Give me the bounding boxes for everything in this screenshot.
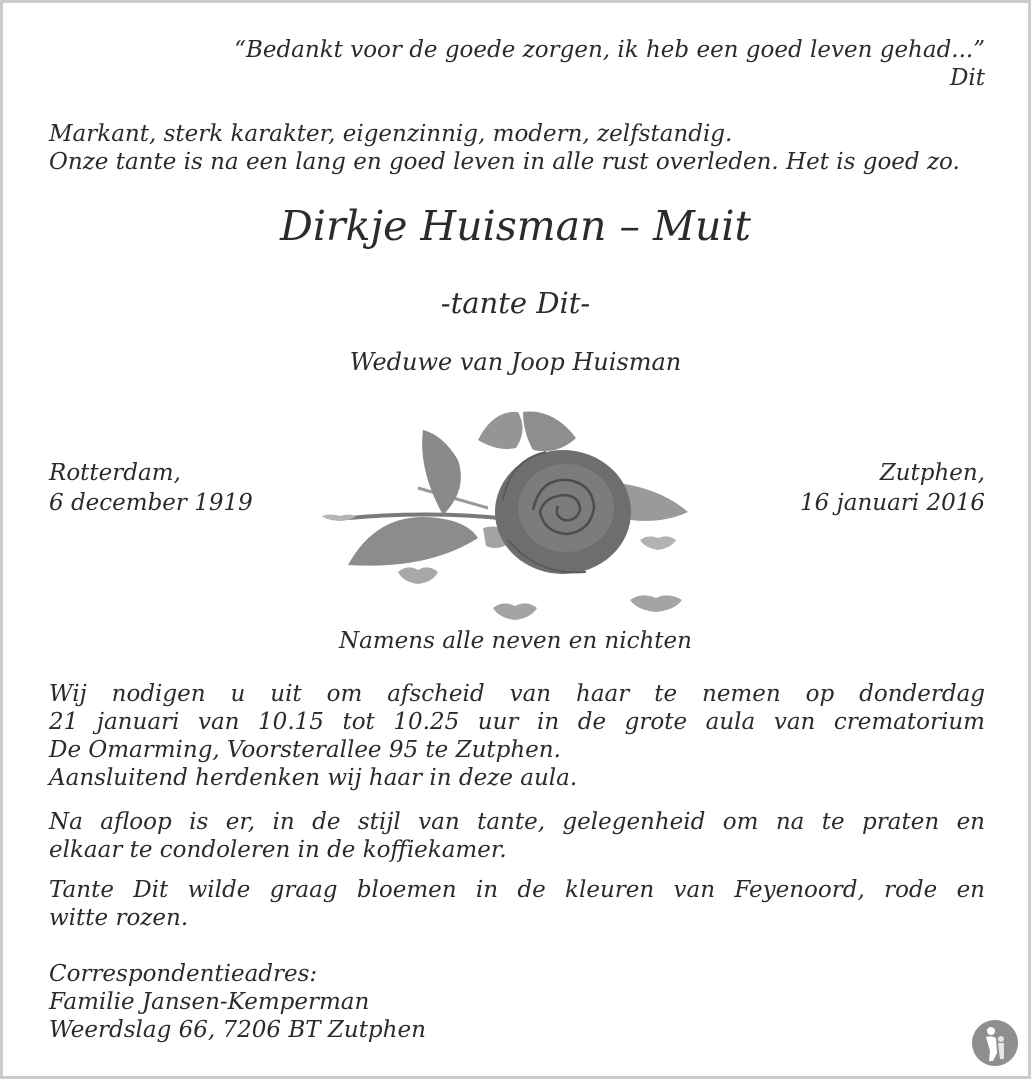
quote-author: Dit <box>949 65 985 91</box>
correspondence-label: Correspondentieadres: <box>49 961 318 987</box>
afterwards-line-1: Na afloop is er, in de stijl van tante, gelegenheid om na te praten en <box>49 809 985 835</box>
opening-quote <box>234 36 985 92</box>
flowers-line-2: witte rozen. <box>49 905 189 931</box>
intro-line-2: Onze tante is na een lang en goed leven in alle rust overleden. Het is goed zo. <box>49 149 960 175</box>
correspondence-name: Familie Jansen-Kemperman <box>49 989 370 1015</box>
intro-text <box>49 120 960 176</box>
birth-place: Rotterdam, <box>49 460 181 486</box>
birth-date: 6 december 1919 <box>49 490 253 516</box>
birth-info <box>49 458 253 518</box>
ceremony-line-4: Aansluitend herdenken wij haar in deze aula. <box>49 765 578 791</box>
quote-text: “Bedankt voor de goede zorgen, ik heb een goed leven gehad...” <box>234 37 985 63</box>
flowers-line-1: Tante Dit wilde graag bloemen in de kleuren van Feyenoord, rode en <box>49 877 985 903</box>
flowers-paragraph <box>49 876 985 932</box>
ceremony-line-2: 21 januari van 10.15 tot 10.25 uur in de grote aula van crematorium <box>49 709 985 735</box>
correspondence-address <box>49 960 985 1044</box>
afterwards-line-2: elkaar te condoleren in de koffiekamer. <box>49 837 507 863</box>
widow-of: Weduwe van Joop Huisman <box>349 348 682 376</box>
ceremony-paragraph <box>49 680 985 792</box>
intro-line-1: Markant, sterk karakter, eigenzinnig, modern, zelfstandig. <box>49 121 733 147</box>
memorial-logo-icon <box>971 1019 1019 1067</box>
death-info <box>800 458 985 518</box>
afterwards-paragraph <box>49 808 985 864</box>
death-place: Zutphen, <box>879 460 985 486</box>
deceased-nickname: -tante Dit- <box>440 286 591 320</box>
rose-image <box>318 400 698 622</box>
ceremony-line-3: De Omarming, Voorsterallee 95 te Zutphen. <box>49 737 561 763</box>
ceremony-line-1: Wij nodigen u uit om afscheid van haar te nemen op donderdag <box>49 681 985 707</box>
family-signature: Namens alle neven en nichten <box>339 628 692 654</box>
death-date: 16 januari 2016 <box>800 490 985 516</box>
correspondence-street: Weerdslag 66, 7206 BT Zutphen <box>49 1017 426 1043</box>
deceased-name: Dirkje Huisman – Muit <box>279 202 752 250</box>
